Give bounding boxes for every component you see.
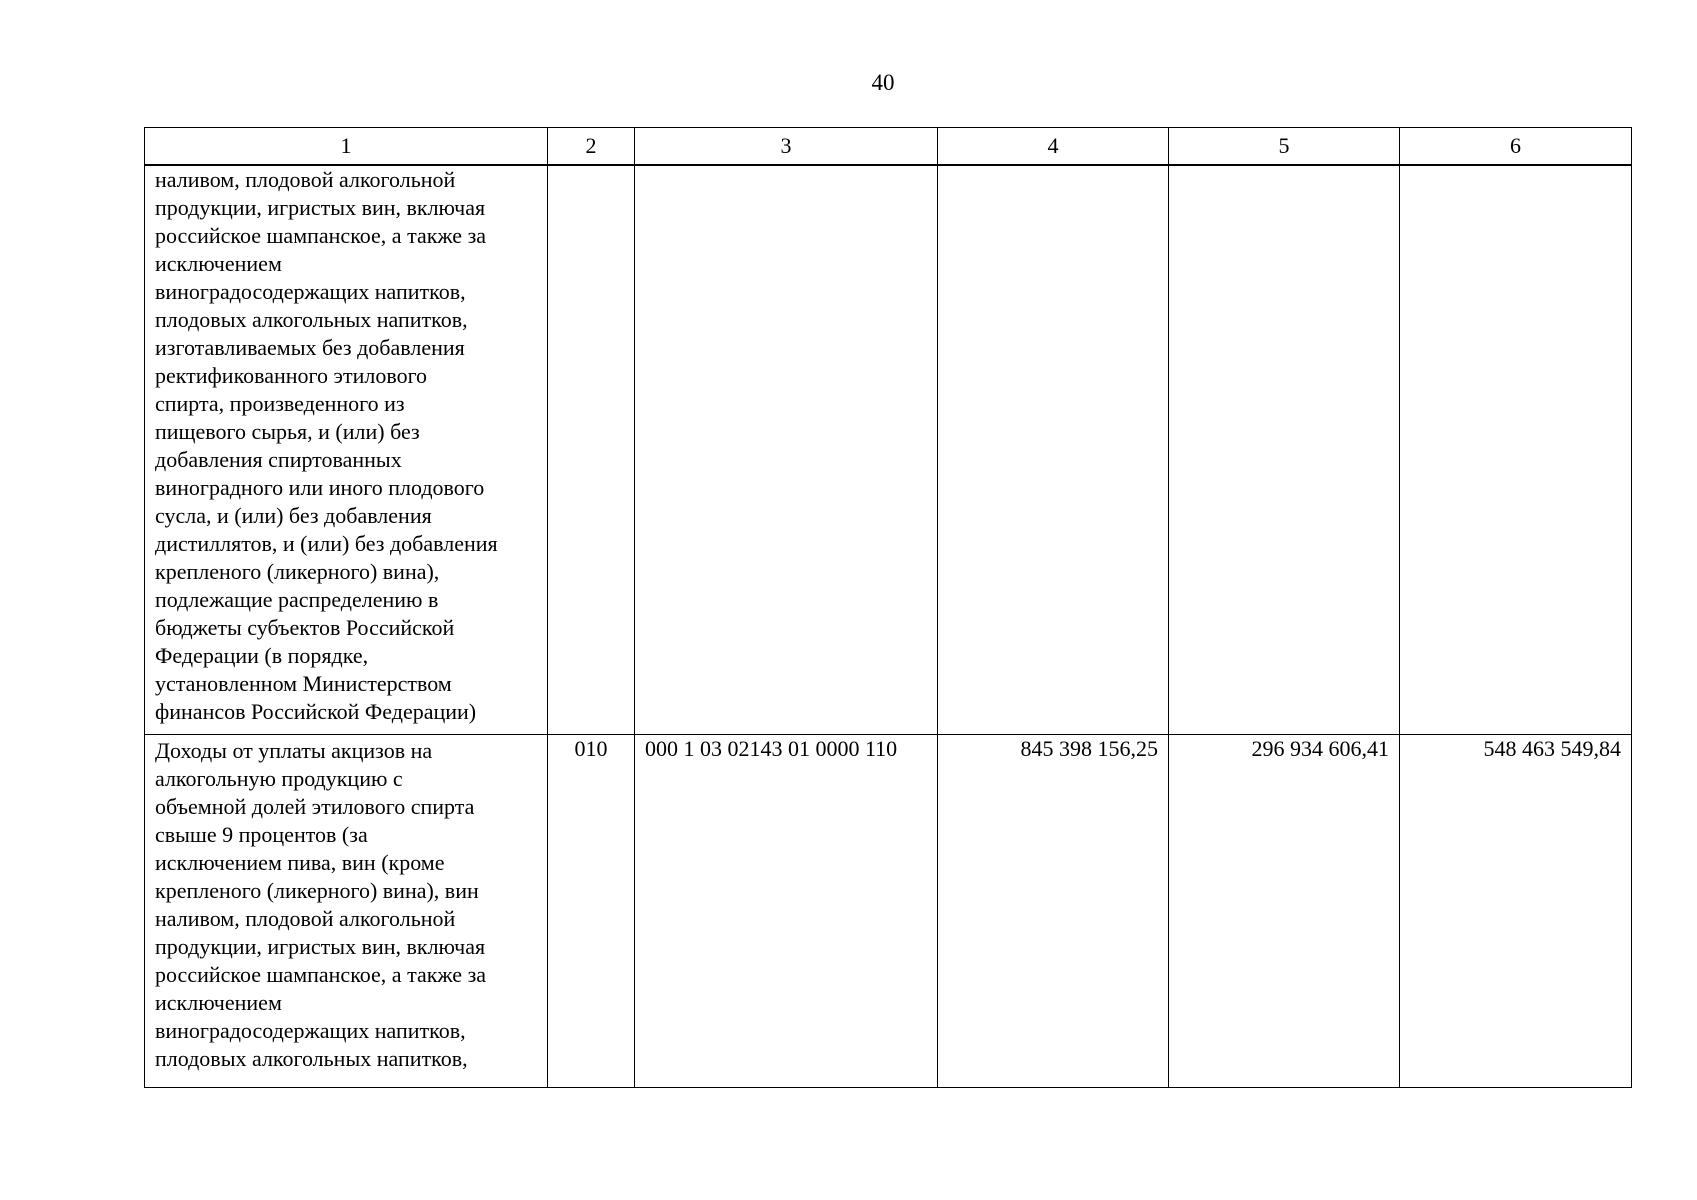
description-line: крепленого (ликерного) вина),	[155, 559, 440, 584]
column-header-1: 1	[145, 128, 548, 166]
table-header-row	[145, 128, 1632, 166]
description-line: свыше 9 процентов (за	[155, 822, 368, 847]
description-line: бюджеты субъектов Российской	[155, 615, 455, 640]
description-line: виноградосодержащих напитков,	[155, 279, 466, 304]
description-line: пищевого сырья, и (или) без	[155, 419, 420, 444]
row-col4-value	[938, 165, 1169, 735]
column-header-5: 5	[1169, 128, 1400, 166]
description-line: исключением пива, вин (кроме	[155, 850, 445, 875]
description-line: виноградосодержащих напитков,	[155, 1018, 466, 1043]
row-kbk-code: 000 1 03 02143 01 0000 110	[635, 735, 938, 1088]
column-header-2: 2	[548, 128, 635, 166]
row-description	[145, 735, 548, 1088]
row-col5-value: 296 934 606,41	[1169, 735, 1400, 1088]
page-number: 40	[871, 70, 895, 95]
row-col6-value	[1400, 165, 1632, 735]
description-line: подлежащие распределению в	[155, 587, 439, 612]
row-description	[145, 165, 548, 735]
description-line: российское шампанское, а также за	[155, 223, 487, 248]
column-header-4: 4	[938, 128, 1169, 166]
description-line: алкогольную продукцию с	[155, 766, 403, 791]
description-line: Доходы от уплаты акцизов на	[155, 738, 433, 763]
description-line: исключением	[155, 990, 282, 1015]
description-line: Федерации (в порядке,	[155, 643, 369, 668]
description-line: объемной долей этилового спирта	[155, 794, 475, 819]
description-line: наливом, плодовой алкогольной	[155, 906, 456, 931]
description-line: плодовых алкогольных напитков,	[155, 307, 468, 332]
description-line: крепленого (ликерного) вина), вин	[155, 878, 479, 903]
description-line: исключением	[155, 251, 282, 276]
description-line: добавления спиртованных	[155, 447, 402, 472]
column-header-3: 3	[635, 128, 938, 166]
description-line: российское шампанское, а также за	[155, 962, 487, 987]
description-line: изготавливаемых без добавления	[155, 335, 465, 360]
row-col4-value: 845 398 156,25	[938, 735, 1169, 1088]
description-line: наливом, плодовой алкогольной	[155, 167, 456, 192]
column-header-6: 6	[1400, 128, 1632, 166]
row-col5-value	[1169, 165, 1400, 735]
description-line: плодовых алкогольных напитков,	[155, 1046, 468, 1071]
report-table	[144, 127, 1632, 1088]
row-line-code: 010	[548, 735, 635, 1088]
description-line: сусла, и (или) без добавления	[155, 503, 432, 528]
row-kbk-code	[635, 165, 938, 735]
description-line: финансов Российской Федерации)	[155, 699, 477, 724]
description-line: установленном Министерством	[155, 671, 452, 696]
table-row	[145, 165, 1632, 735]
description-line: продукции, игристых вин, включая	[155, 934, 486, 959]
description-line: спирта, произведенного из	[155, 391, 405, 416]
description-line: ректификованного этилового	[155, 363, 428, 388]
row-line-code	[548, 165, 635, 735]
description-line: виноградного или иного плодового	[155, 475, 485, 500]
description-line: дистиллятов, и (или) без добавления	[155, 531, 498, 556]
table-row	[145, 735, 1632, 1088]
description-line: продукции, игристых вин, включая	[155, 195, 486, 220]
row-col6-value: 548 463 549,84	[1400, 735, 1632, 1088]
